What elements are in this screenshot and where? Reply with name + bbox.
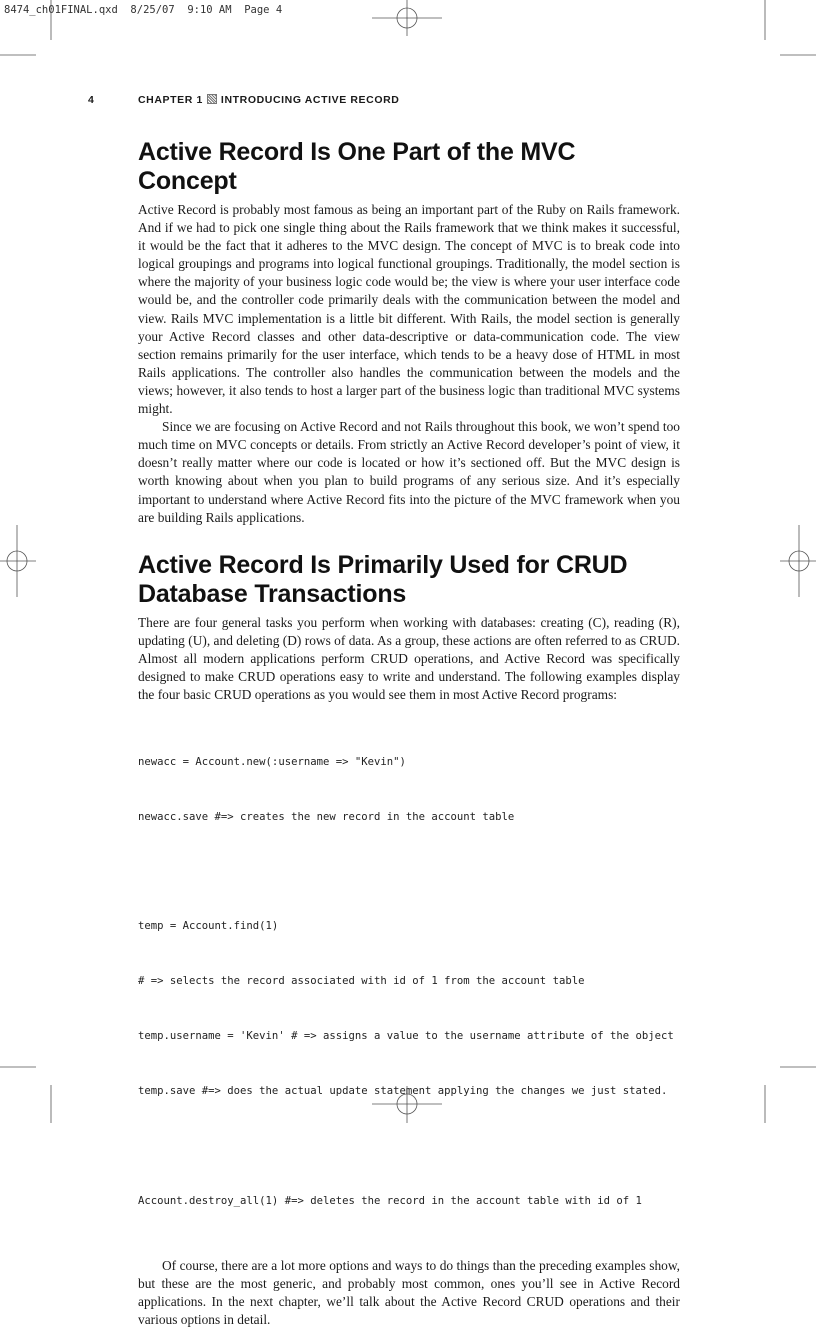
code-line: temp.username = 'Kevin' # => assigns a value to the username attribute of the object xyxy=(138,1030,674,1043)
section-heading-mvc: Active Record Is One Part of the MVC Concept xyxy=(138,138,576,195)
chapter-label: CHAPTER 1 xyxy=(138,94,203,106)
code-listing xyxy=(138,716,680,1247)
code-blank-line xyxy=(138,1137,680,1155)
separator-icon xyxy=(207,94,217,104)
heading-line: Active Record Is Primarily Used for CRUD xyxy=(138,550,628,579)
code-line: newacc.save #=> creates the new record in the account table xyxy=(138,810,515,823)
registration-mark-top xyxy=(372,0,442,36)
paragraph: Since we are focusing on Active Record and not Rails throughout this book, we won’t spend too much time on MVC concepts or details. From strictly an Active Record developer’s point of view, it doesn’t really matter where our code is located or how it’s sectioned off. But the MVC design is worth knowing about when you plan to build programs of any serious size. And it’s especially important to understand where Active Record fits into the picture of the MVC framework when you are building Rails applications. xyxy=(138,419,680,525)
code-line: # => selects the record associated with id of 1 from the account table xyxy=(138,975,585,988)
file-slug: 8474_ch01FINAL.qxd 8/25/07 9:10 AM Page 4 xyxy=(4,4,283,16)
page-body xyxy=(138,138,680,1329)
code-line: newacc = Account.new(:username => "Kevin") xyxy=(138,755,406,768)
code-line: Account.destroy_all(1) #=> deletes the record in the account table with id of 1 xyxy=(138,1194,642,1207)
code-line: temp = Account.find(1) xyxy=(138,920,279,933)
section-heading-crud xyxy=(138,551,680,609)
registration-mark-left xyxy=(0,525,36,597)
running-head xyxy=(88,94,688,106)
code-line: temp.save #=> does the actual update statement applying the changes we just stated. xyxy=(138,1085,668,1098)
registration-mark-right xyxy=(780,525,816,597)
page-number: 4 xyxy=(88,94,95,106)
chapter-title: INTRODUCING ACTIVE RECORD xyxy=(220,94,400,106)
paragraph: Of course, there are a lot more options and ways to do things than the preceding examples show, but these are the most generic, and probably most common, ones you’ll see in Active Record applications. In the next chapter, we’ll talk about the Active Record CRUD operations and their various options in detail. xyxy=(138,1257,680,1328)
paragraph: There are four general tasks you perform when working with databases: creating (C), reading (R), updating (U), and deleting (D) rows of data. As a group, these actions are often referred to as CRUD. Almost all modern applications perform CRUD operations, and Active Record was specifically designed to make CRUD operations easy to write and understand. The following examples display the four basic CRUD operations as you would see them in most Active Record programs: xyxy=(138,614,680,703)
code-blank-line xyxy=(138,863,680,881)
paragraph: Active Record is probably most famous as being an important part of the Ruby on Rails framework. And if we had to pick one single thing about the Rails framework that we think makes it successful, it would be the fact that it adheres to the MVC design. The concept of MVC is to break code into logical groupings and programs into logical functional groupings. Traditionally, the model section is where the majority of your business logic code would be; the view is where your user interface code would be, and the controller code primarily deals with the communication between the model and view. Rails MVC implementation is a little bit different. With Rails, the model section is generally your Active Record classes and other data-descriptive or data-communication code. The view section remains primarily for the user interface, which tends to be a heavy dose of HTML in most Rails applications. The controller also handles the communication between the models and the views; however, it also tends to host a larger part of the business logic than traditional MVC systems might. xyxy=(138,202,680,417)
heading-line: Database Transactions xyxy=(138,579,407,608)
